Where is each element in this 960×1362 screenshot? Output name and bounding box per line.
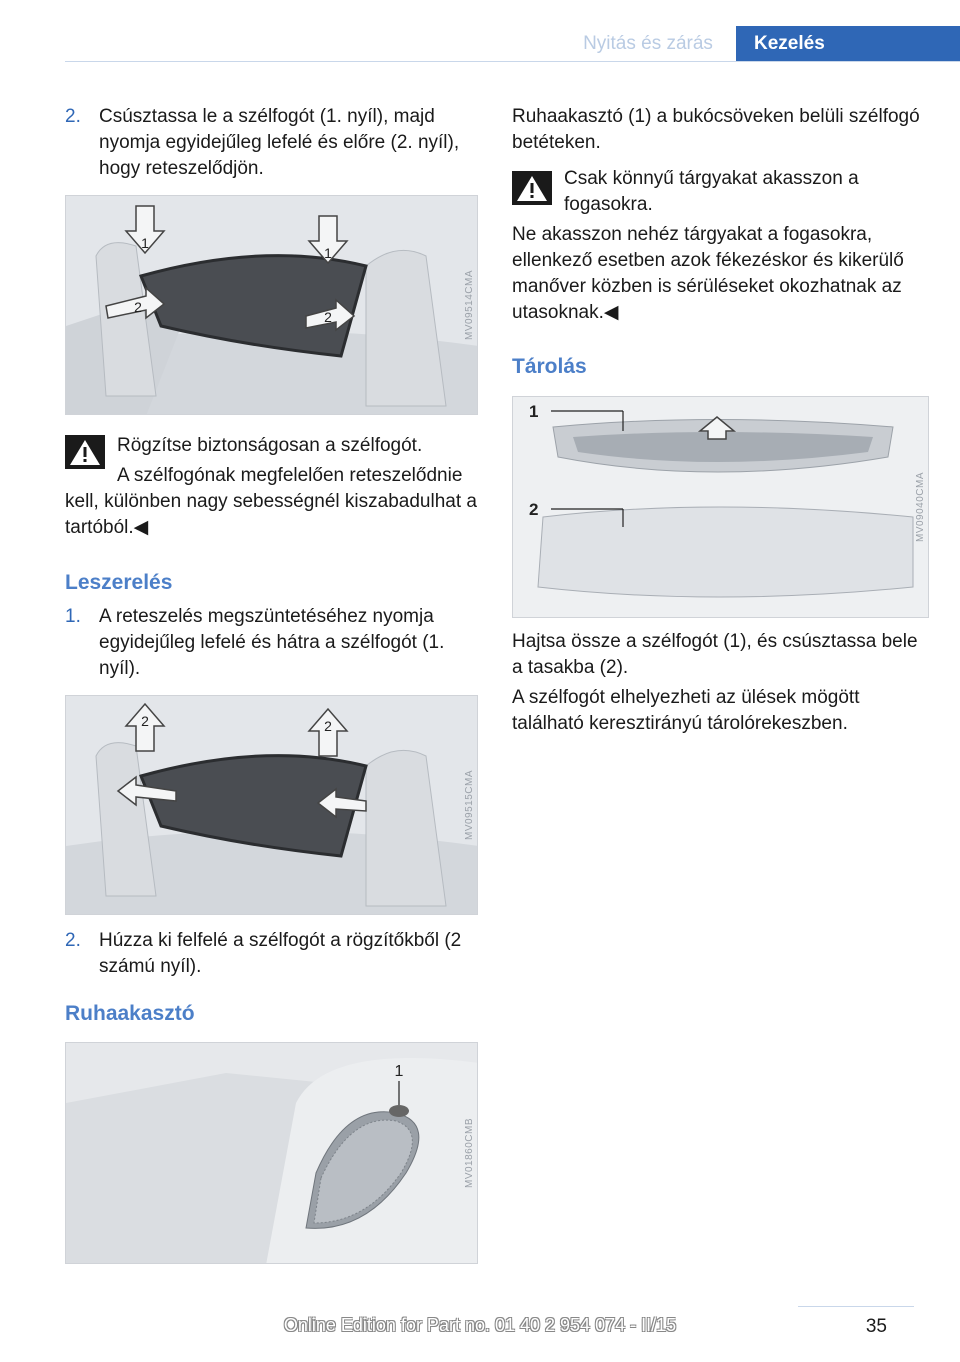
fig4-label-deflector: 1 <box>529 402 539 421</box>
fig4-label-bag: 2 <box>529 500 539 519</box>
footer-edition: Online Edition for Part no. 01 40 2 954 074 - II/15 <box>283 1315 677 1335</box>
fig1-label-arrow1a: 1 <box>141 235 149 251</box>
warning-text: A szélfogónak megfelelően reteszelődnie kell, különben nagy sebességnél kiszabadulhat a tartóból.◀ <box>65 465 477 538</box>
footer-divider <box>798 1306 914 1307</box>
warning-heavy-items: Ne akasszon nehéz tárgyakat a fogasokra, ellenkező esetben azok fékezéskor és kikerülő manőver közben is sérüléseket okozhatnak az utasoknak.◀ <box>512 224 904 323</box>
figure-code: MV01860CMB <box>464 1117 475 1189</box>
fig2-label-arrow2b: 2 <box>324 718 332 734</box>
fig2-label-arrow2a: 2 <box>141 713 149 729</box>
header-section-title: Nyitás és zárás <box>583 33 713 54</box>
step-text: Csúsztassa le a szélfogót (1. nyíl), majd nyomja egyidejűleg lefelé és előre (2. nyíl), hogy reteszelődjön. <box>99 106 460 179</box>
figure-storage-bag <box>512 396 929 618</box>
figure-coat-hook <box>65 1042 478 1264</box>
heading-removal: Leszerelés <box>65 571 173 594</box>
fig1-label-arrow2a: 2 <box>134 299 142 315</box>
figure-code: MV09514CMA <box>464 269 475 341</box>
warning-icon <box>512 171 552 205</box>
storage-location: A szélfogót elhelyezheti az ülések mögött található keresztirányú tárolórekeszben. <box>512 687 860 734</box>
fig1-label-arrow2b: 2 <box>324 309 332 325</box>
figure-wind-deflector-latch <box>65 195 478 415</box>
step-text: Húzza ki felfelé a szélfogót a rögzítőkből (2 számú nyíl). <box>99 930 462 977</box>
figure-code: MV09515CMA <box>464 769 475 841</box>
step-number: 2. <box>65 106 81 127</box>
step-number: 1. <box>65 606 81 627</box>
fig1-label-arrow1b: 1 <box>324 245 332 261</box>
figure-wind-deflector-unlatch <box>65 695 478 915</box>
warning-light-items: Csak könnyű tárgyakat akasszon a fogasokra. <box>564 168 859 215</box>
header-divider <box>65 61 960 62</box>
step-text: A reteszelés megszüntetéséhez nyomja egyidejűleg lefelé és hátra a szélfogót (1. nyíl). <box>99 606 445 679</box>
figure-code: MV09040CMA <box>915 471 926 543</box>
fig3-label-hook: 1 <box>394 1063 404 1080</box>
step-number: 2. <box>65 930 81 951</box>
heading-coat-hook: Ruhaakasztó <box>65 1002 195 1025</box>
header-chapter-tab: Kezelés <box>736 26 960 62</box>
storage-instruction: Hajtsa össze a szélfogót (1), és csúsztassa bele a tasakba (2). <box>512 631 918 678</box>
heading-storage: Tárolás <box>512 355 587 378</box>
coat-hook-description: Ruhaakasztó (1) a bukócsöveken belüli szélfogó betéteken. <box>512 106 920 153</box>
warning-title: Rögzítse biztonságosan a szélfogót. <box>117 435 423 456</box>
page-number: 35 <box>865 1316 887 1337</box>
